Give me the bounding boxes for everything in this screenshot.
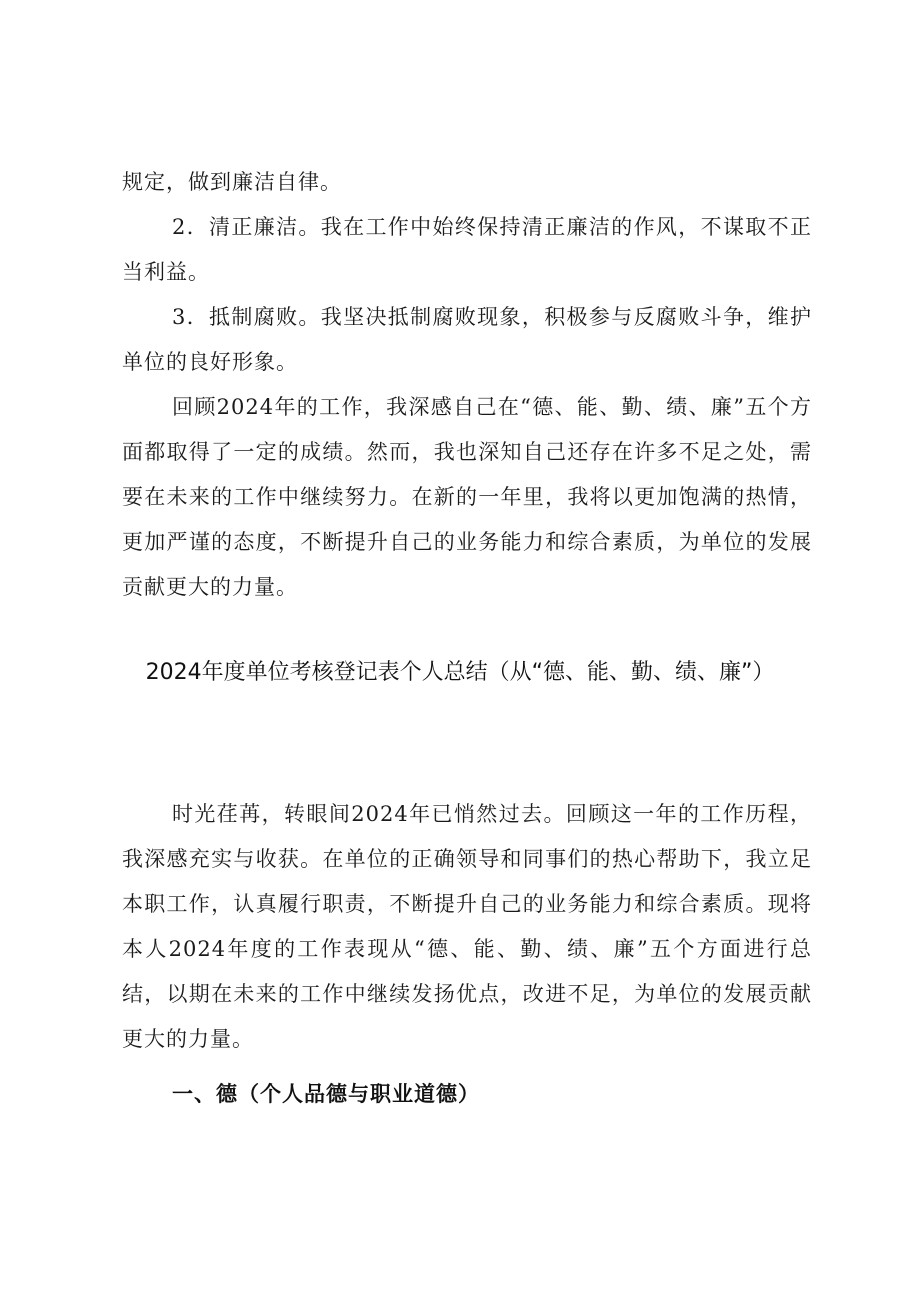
paragraph-continuation: 规定，做到廉洁自律。 — [122, 170, 342, 194]
paragraph-conclusion: 回顾2024年的工作，我深感自己在“德、能、勤、绩、廉”五个方面都取得了一定的成绩。然而，我也深知自己还存在许多不足之处，需要在未来的工作中继续努力。在新的一年里，我将以更加饱满的热情，更加严谨的态度，不断提升自己的业务能力和综合素质，为单位的发展贡献更大的力量。 — [122, 395, 812, 599]
paragraph-intro: 时光荏苒，转眼间2024年已悄然过去。回顾这一年的工作历程，我深感充实与收获。在单位的正确领导和同事们的热心帮助下，我立足本职工作，认真履行职责，不断提升自己的业务能力和综合素质。现将本人2024年度的工作表现从“德、能、勤、绩、廉”五个方面进行总结，以期在未来的工作中继续发扬优点，改进不足，为单位的发展贡献更大的力量。 — [122, 802, 812, 1051]
list-item-2: 2．清正廉洁。我在工作中始终保持清正廉洁的作风，不谋取不正当利益。 — [122, 215, 812, 284]
list-item-3: 3．抵制腐败。我坚决抵制腐败现象，积极参与反腐败斗争，维护单位的良好形象。 — [122, 305, 812, 374]
document-title: 2024年度单位考核登记表个人总结（从“德、能、勤、绩、廉”） — [145, 660, 775, 685]
section-heading-de: 一、德（个人品德与职业道德） — [172, 1082, 480, 1106]
